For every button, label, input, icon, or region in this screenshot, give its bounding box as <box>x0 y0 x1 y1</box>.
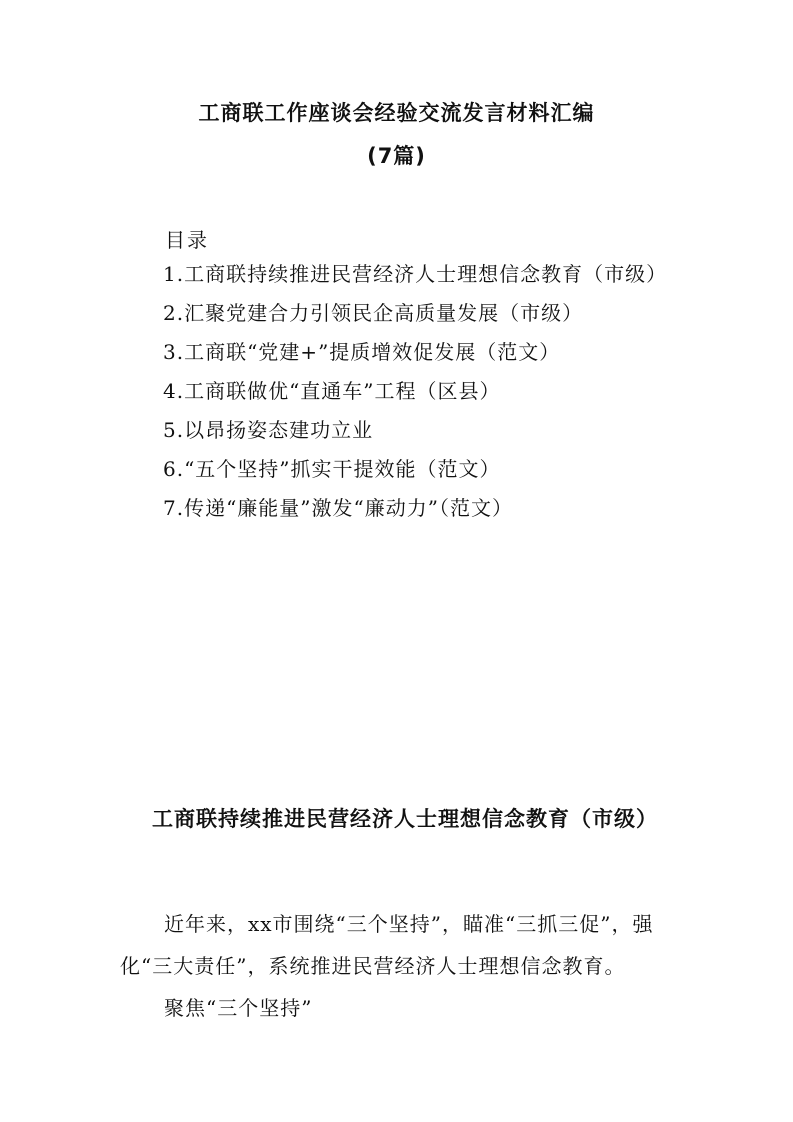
body-paragraph: 近年来，xx市围绕“三个坚持”，瞄准“三抓三促”，强化“三大责任”，系统推进民营经济人士理想信念教育。 <box>120 912 654 978</box>
toc-item-3: 3.工商联“党建+”提质增效促发展（范文） <box>163 340 561 364</box>
toc-item-5: 5.以昂扬姿态建功立业 <box>163 418 374 442</box>
toc-heading: 目录 <box>165 228 209 252</box>
body-paragraph-heading: 聚焦“三个坚持” <box>164 996 313 1020</box>
toc-item-6: 6.“五个坚持”抓实干提效能（范文） <box>163 457 501 481</box>
document-title: 工商联工作座谈会经验交流发言材料汇编 <box>198 101 595 125</box>
toc-item-7: 7.传递“廉能量”激发“廉动力”（范文） <box>163 496 513 520</box>
toc-list <box>163 262 667 535</box>
toc-item-4: 4.工商联做优“直通车”工程（区县） <box>163 379 501 403</box>
document-subtitle-count: (7篇) <box>367 144 426 168</box>
section-title: 工商联持续推进民营经济人士理想信念教育（市级） <box>152 807 658 831</box>
toc-item-1: 1.工商联持续推进民营经济人士理想信念教育（市级） <box>163 262 668 286</box>
toc-item-2: 2.汇聚党建合力引领民企高质量发展（市级） <box>163 301 584 325</box>
